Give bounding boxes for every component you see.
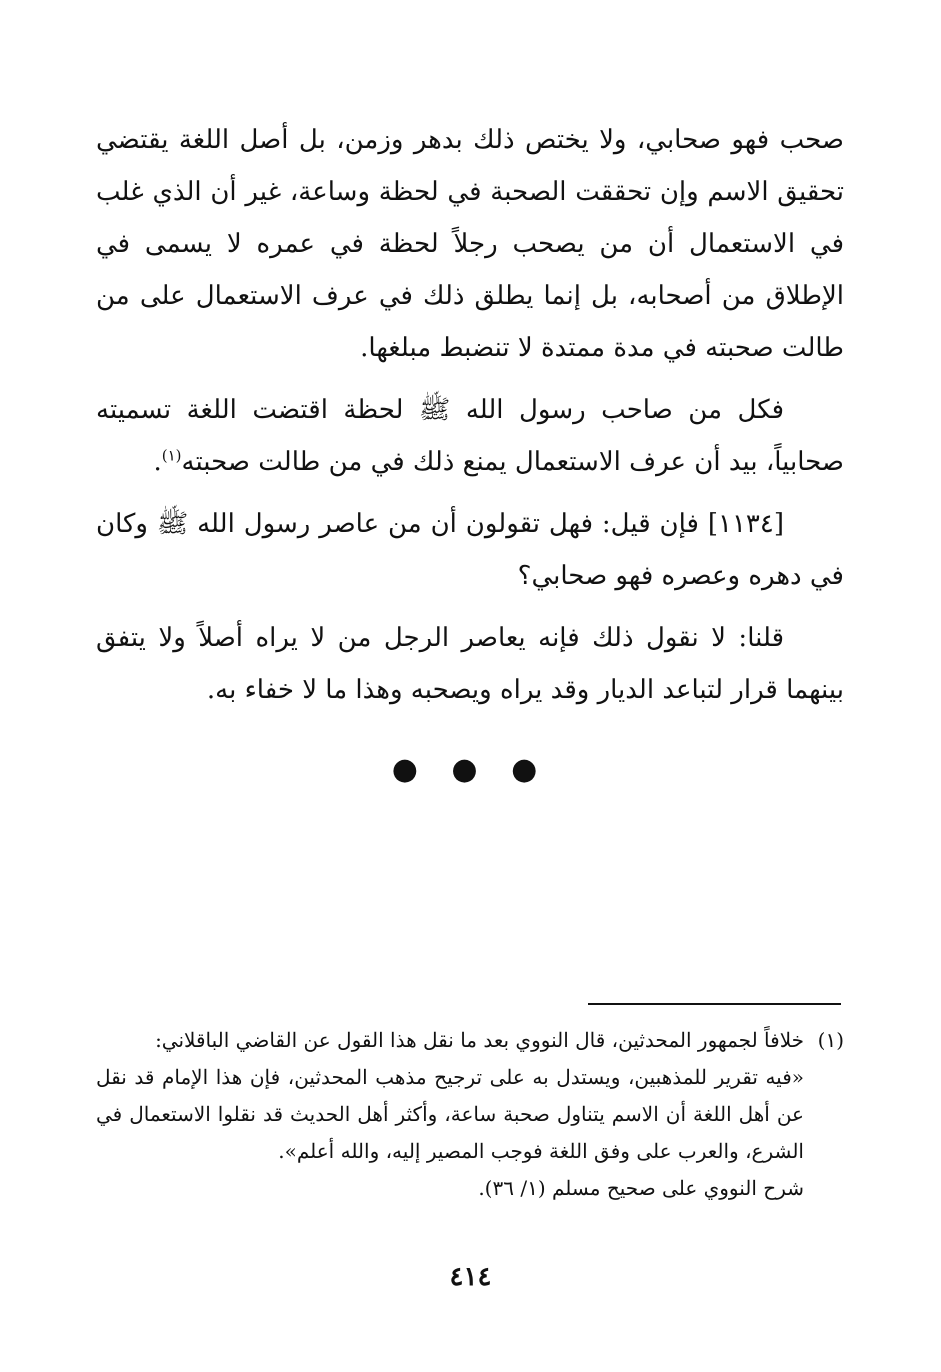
section-separator: ● ● ● [391, 752, 550, 787]
footnote-reference: (١) [161, 446, 182, 465]
page-number: ٤١٤ [449, 1262, 492, 1292]
paragraph-3: [١١٣٤] فإن قيل: فهل تقولون أن من عاصر رسول الله ﷺ وكان في دهره وعصره فهو صحابي؟ [96, 509, 844, 591]
footnote-1 [96, 1022, 844, 1059]
footnote-divider [588, 1003, 841, 1005]
footnote-quote: «فيه تقرير للمذهبين، ويستدل به على ترجيح مذهب المحدثين، فإن هذا الإمام قد نقل عن أهل اللغة أن الاسم يتناول صحبة ساعة، وأكثر أهل الحديث قد نقلوا الاستعمال في الشرع، والعرب على وفق اللغة فوجب المصير إليه، والله أعلم». [96, 1065, 804, 1163]
footnote-line-1: خلافاً لجمهور المحدثين، قال النووي بعد ما نقل هذا القول عن القاضي الباقلاني: [155, 1028, 804, 1052]
paragraph-2-period: . [153, 447, 162, 477]
paragraph-1: صحب فهو صحابي، ولا يختص ذلك بدهر وزمن، بل أصل اللغة يقتضي تحقيق الاسم وإن تحققت الصحبة في لحظة وساعة، غير أن الذي غلب في الاستعمال أن من يصحب رجلاً لحظة في عمره لا يسمى في الإطلاق من أصحابه، بل إنما يطلق ذلك في عرف الاستعمال على من طالت صحبته في مدة ممتدة لا تنضبط مبلغها. [96, 125, 844, 363]
main-text [96, 114, 844, 726]
footnotes [96, 1022, 844, 1207]
paragraph-2-text: فكل من صاحب رسول الله ﷺ لحظة اقتضت اللغة تسميته صحابياً، بيد أن عرف الاستعمال يمنع ذلك في من طالت صحبته [96, 395, 844, 477]
footnote-source: شرح النووي على صحيح مسلم (١/ ٣٦). [478, 1176, 804, 1200]
paragraph-4: قلنا: لا نقول ذلك فإنه يعاصر الرجل من لا يراه أصلاً ولا يتفق بينهما قرار لتباعد الديار وقد يراه ويصحبه وهذا ما لا خفاء به. [96, 623, 844, 705]
footnote-marker: (١) [817, 1028, 844, 1052]
paragraph-2 [96, 384, 844, 488]
